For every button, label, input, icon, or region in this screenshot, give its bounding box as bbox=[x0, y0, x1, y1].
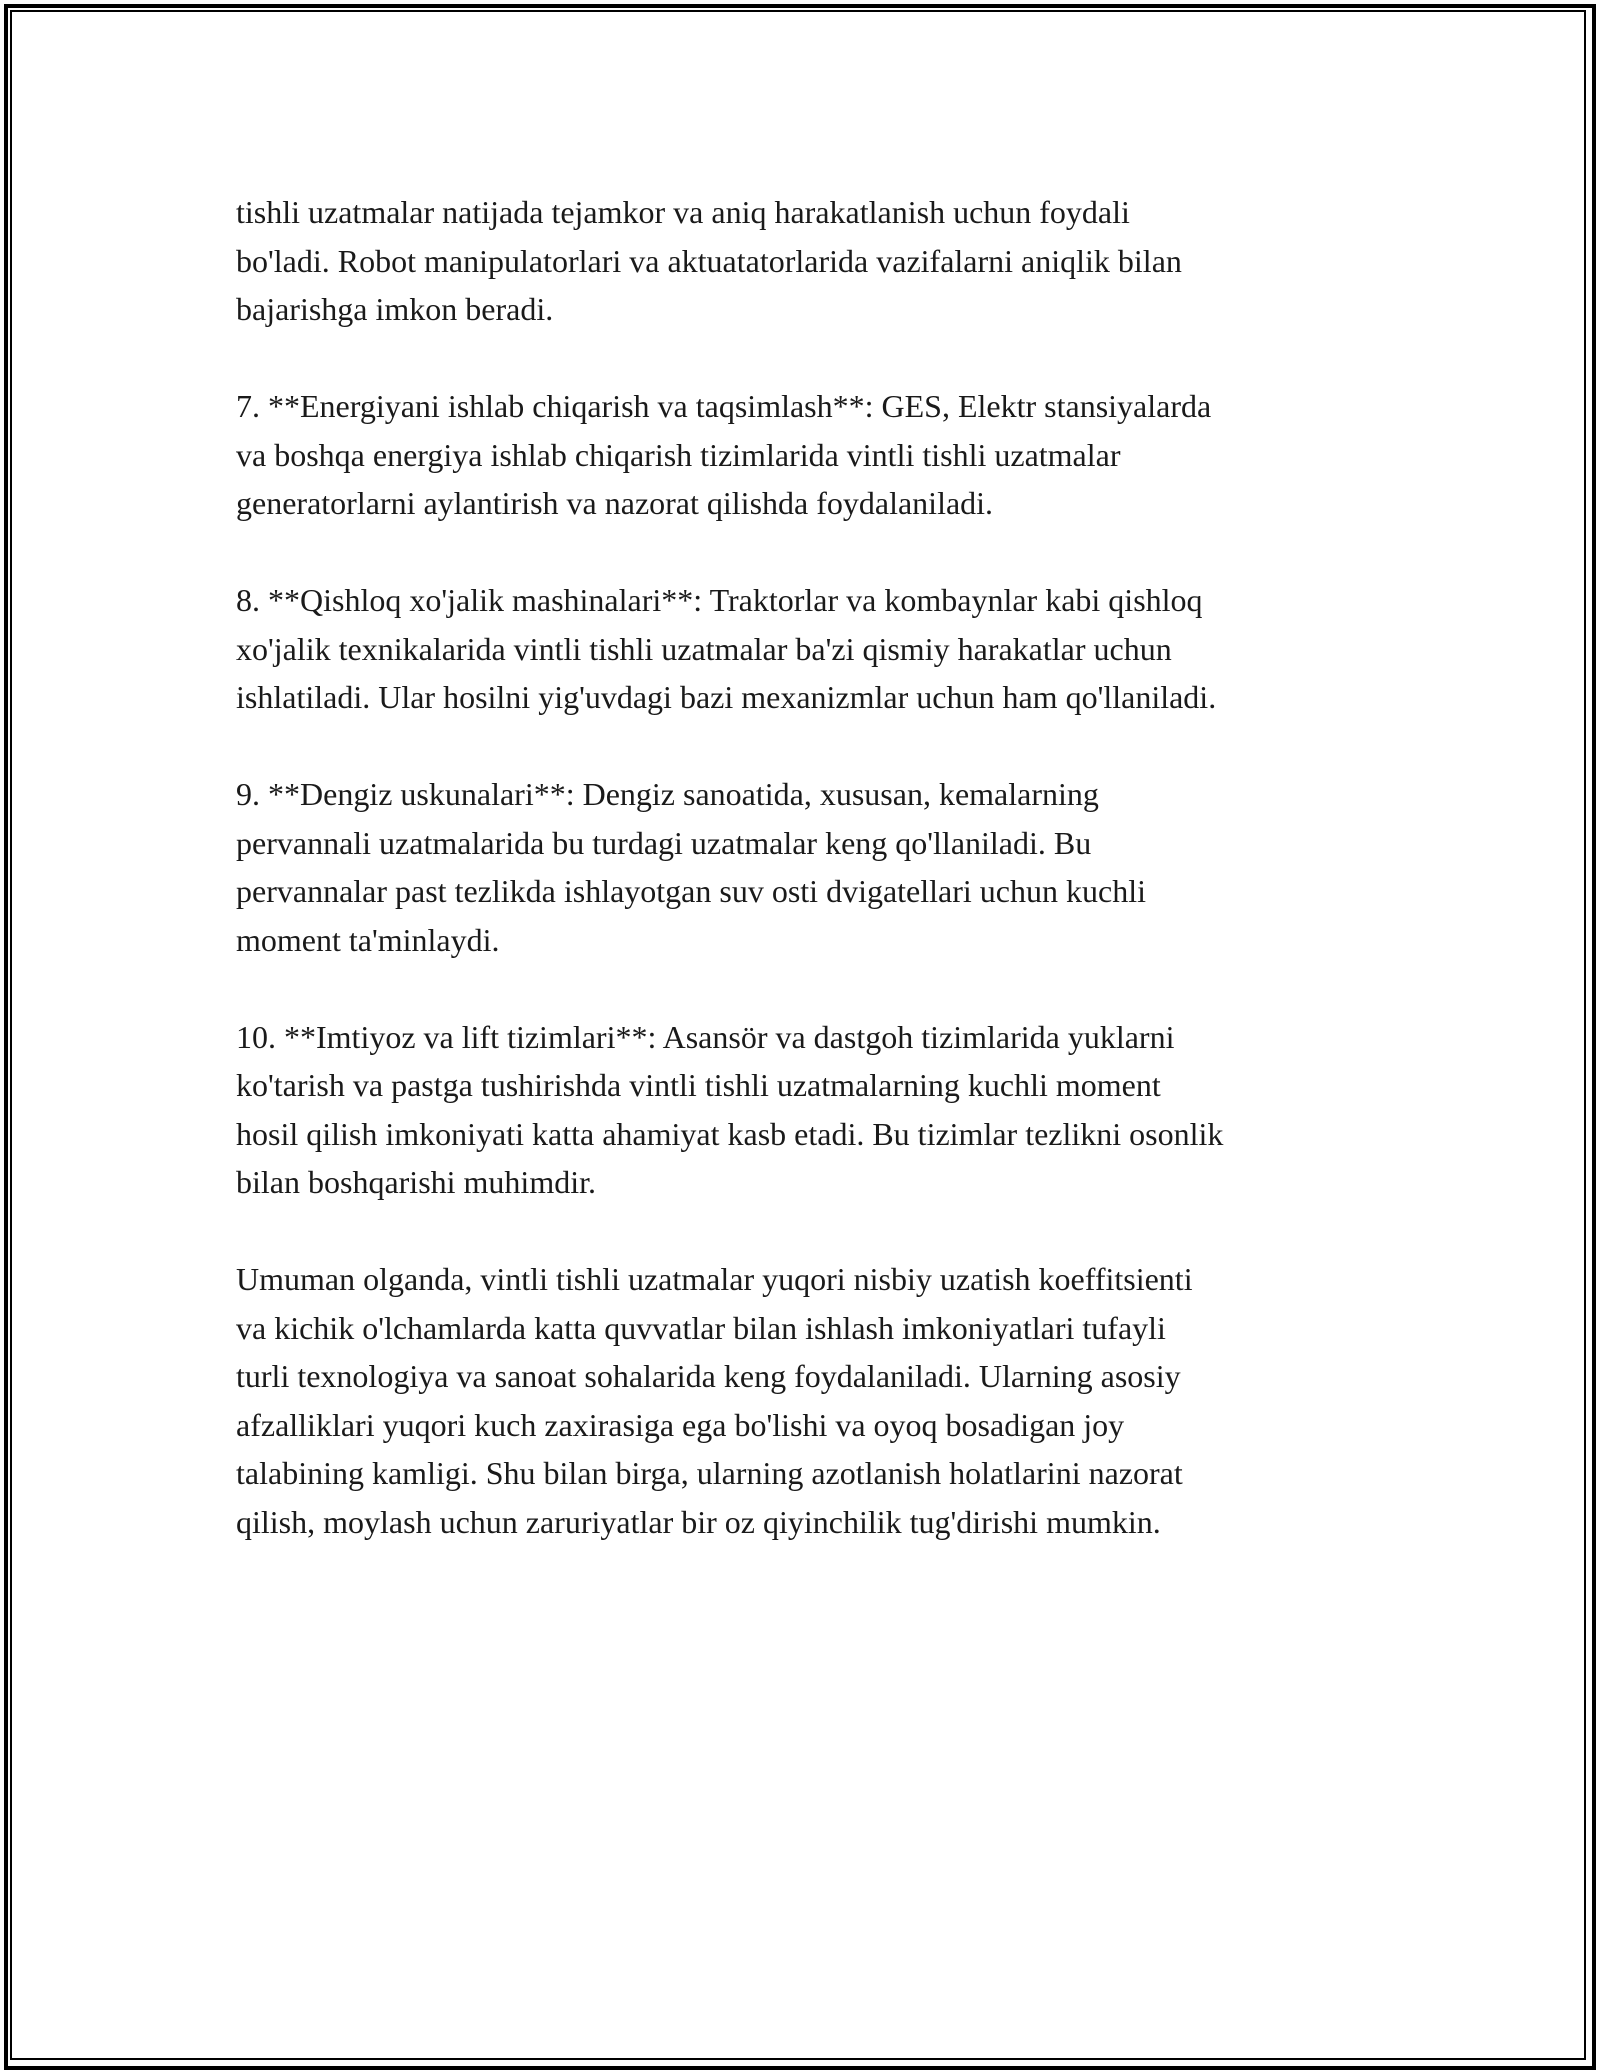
text-line: pervannalar past tezlikda ishlayotgan suv osti dvigatellari uchun kuchli bbox=[236, 873, 1146, 909]
text-line: bo'ladi. Robot manipulatorlari va aktuatatorlarida vazifalarni aniqlik bilan bbox=[236, 242, 1182, 279]
text-line: 8. **Qishloq xo'jalik mashinalari**: Traktorlar va kombaynlar kabi qishloq bbox=[236, 582, 1203, 618]
conclusion-paragraph bbox=[236, 1255, 1376, 1546]
text-line: ko'tarish va pastga tushirishda vintli tishli uzatmalarning kuchli moment bbox=[236, 1067, 1161, 1103]
text-line: talabining kamligi. Shu bilan birga, ularning azotlanish holatlarini nazorat bbox=[236, 1455, 1183, 1491]
text-line: moment ta'minlaydi. bbox=[236, 921, 500, 958]
text-line: turli texnologiya va sanoat sohalarida keng foydalaniladi. Ularning asosiy bbox=[236, 1358, 1181, 1394]
text-line: 9. **Dengiz uskunalari**: Dengiz sanoatida, xususan, kemalarning bbox=[236, 776, 1099, 812]
text-line: bajarishga imkon beradi. bbox=[236, 291, 554, 327]
list-item-8 bbox=[236, 576, 1376, 722]
text-line: pervannali uzatmalarida bu turdagi uzatmalar keng qo'llaniladi. Bu bbox=[236, 824, 1092, 861]
text-line: generatorlarni aylantirish va nazorat qilishda foydalaniladi. bbox=[236, 485, 994, 521]
text-line: 7. **Energiyani ishlab chiqarish va taqsimlash**: GES, Elektr stansiyalarda bbox=[236, 388, 1212, 424]
text-line: afzalliklari yuqori kuch zaxirasiga ega bo'lishi va oyoq bosadigan joy bbox=[236, 1406, 1125, 1443]
text-line: hosil qilish imkoniyati katta ahamiyat kasb etadi. Bu tizimlar tezlikni osonlik bbox=[236, 1115, 1224, 1152]
text-line: 10. **Imtiyoz va lift tizimlari**: Asansör va dastgoh tizimlarida yuklarni bbox=[236, 1018, 1175, 1055]
list-item-9 bbox=[236, 770, 1376, 964]
text-line: qilish, moylash uchun zaruriyatlar bir oz qiyinchilik tug'dirishi mumkin. bbox=[236, 1503, 1161, 1540]
text-line: xo'jalik texnikalarida vintli tishli uzatmalar ba'zi qismiy harakatlar uchun bbox=[236, 630, 1172, 667]
text-line: bilan boshqarishi muhimdir. bbox=[236, 1164, 596, 1200]
document-body bbox=[236, 188, 1376, 1595]
text-line: va kichik o'lchamlarda katta quvvatlar bilan ishlash imkoniyatlari tufayli bbox=[236, 1309, 1166, 1346]
text-line: Umuman olganda, vintli tishli uzatmalar yuqori nisbiy uzatish koeffitsienti bbox=[236, 1261, 1193, 1297]
text-line: va boshqa energiya ishlab chiqarish tizimlarida vintli tishli uzatmalar bbox=[236, 436, 1121, 473]
list-item-7 bbox=[236, 382, 1376, 528]
text-line: ishlatiladi. Ular hosilni yig'uvdagi bazi mexanizmlar uchun ham qo'llaniladi. bbox=[236, 679, 1217, 715]
paragraph-continuation bbox=[236, 188, 1376, 334]
text-line: tishli uzatmalar natijada tejamkor va aniq harakatlanish uchun foydali bbox=[236, 194, 1130, 230]
list-item-10 bbox=[236, 1013, 1376, 1207]
